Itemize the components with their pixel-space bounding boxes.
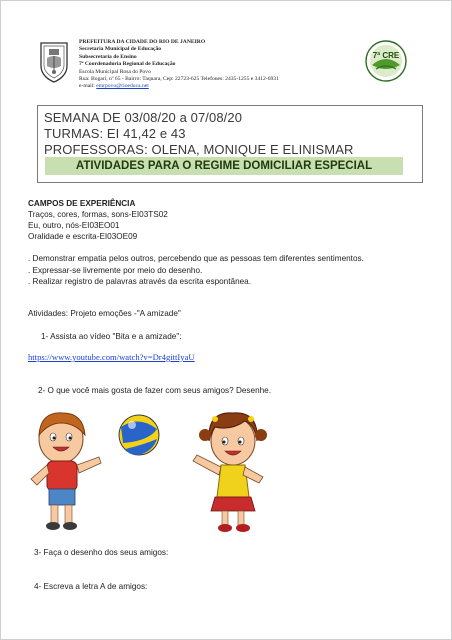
activity-item-4: 4- Escreva a letra A de amigos: bbox=[34, 582, 148, 591]
campo-item: Eu, outro, nós-EI03EO01 bbox=[28, 221, 120, 230]
email-prefix: e-mail: bbox=[79, 83, 97, 90]
activities-banner: ATIVIDADES PARA O REGIME DOMICILIAR ESPECIAL bbox=[45, 157, 403, 175]
letterhead-text bbox=[79, 39, 359, 91]
header-line-endereco: Rua: Bogari, nº 65 - Bairro: Taquara, Cep: 22723-625 Telefones: 2435-1255 e 3412-6931 bbox=[79, 76, 279, 83]
week-dates: SEMANA DE 03/08/20 a 07/08/20 bbox=[44, 110, 243, 125]
header-line-coordenadoria: 7ª Coordenadoria Regional de Educação bbox=[79, 61, 176, 68]
header-line-escola: Escola Municipal Rosa do Povo bbox=[79, 68, 151, 75]
email-link[interactable]: emrpovo@rioeduca.net bbox=[96, 83, 149, 90]
girl-illustration bbox=[193, 413, 267, 532]
header-line-prefeitura: PREFEITURA DA CIDADE DO RIO DE JANEIRO bbox=[79, 39, 206, 45]
header-line-secretaria: Secretaria Municipal de Educação bbox=[79, 46, 162, 53]
activity-item-1: 1- Assista ao vídeo "Bita e a amizade": bbox=[41, 332, 182, 341]
cre-logo-icon bbox=[364, 39, 408, 83]
activity-item-2: 2- O que você mais gosta de fazer com seus amigos? Desenhe. bbox=[38, 386, 272, 395]
activities-title: Atividades: Projeto emoções -"A amizade" bbox=[28, 309, 181, 318]
children-playing-ball-illustration bbox=[19, 401, 281, 537]
objective-item: . Realizar registro de palavras através da escrita espontânea. bbox=[28, 277, 252, 286]
campo-item: Oralidade e escrita-EI03OE09 bbox=[28, 232, 138, 241]
header-line-email bbox=[79, 83, 359, 90]
campos-title: CAMPOS DE EXPERIÊNCIA bbox=[28, 199, 136, 208]
city-crest-icon bbox=[37, 40, 71, 84]
header-line-subsecretaria: Subsecretaria de Ensino bbox=[79, 53, 137, 60]
ball-illustration bbox=[119, 415, 159, 455]
campo-item: Traços, cores, formas, sons-EI03TS02 bbox=[28, 210, 168, 219]
letterhead bbox=[37, 39, 421, 95]
cre-logo-text: 7ª CRE bbox=[372, 51, 400, 60]
objective-item: . Demonstrar empatia pelos outros, percebendo que as pessoas tem diferentes sentimentos. bbox=[28, 254, 364, 263]
week-classes: TURMAS: EI 41,42 e 43 bbox=[44, 126, 186, 141]
boy-illustration bbox=[31, 413, 101, 530]
week-teachers: PROFESSORAS: OLENA, MONIQUE E ELINISMAR bbox=[44, 142, 354, 157]
objective-item: . Expressar-se livremente por meio do desenho. bbox=[28, 266, 203, 275]
activity-item-3: 3- Faça o desenho dos seus amigos: bbox=[34, 548, 169, 557]
video-link[interactable]: https://www.youtube.com/watch?v=Dr4gittIyaU bbox=[28, 352, 195, 362]
